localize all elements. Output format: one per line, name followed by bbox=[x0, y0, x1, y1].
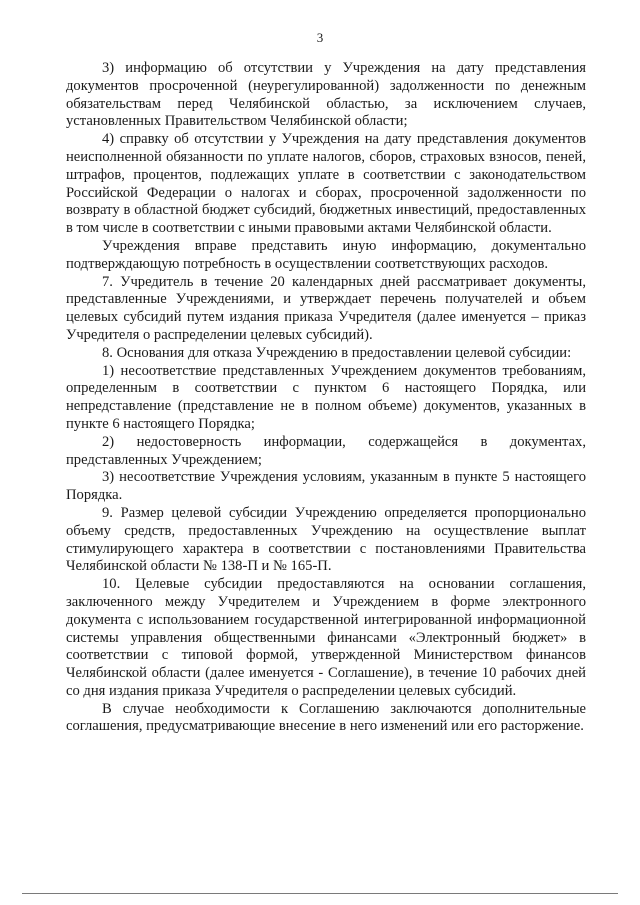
paragraph-refusal-ground-2: 2) недостоверность информации, содержащейся в документах, представленных Учреждением; bbox=[66, 433, 586, 468]
paragraph-additional-agreements: В случае необходимости к Соглашению заключаются дополнительные соглашения, предусматривающие внесение в него изменений или его расторжение. bbox=[66, 700, 586, 735]
page-number: 3 bbox=[316, 30, 324, 45]
bottom-divider bbox=[22, 893, 618, 894]
paragraph-additional-information: Учреждения вправе представить иную информацию, документально подтверждающую потребность в осуществлении соответствующих расходов. bbox=[66, 237, 586, 272]
document-body bbox=[66, 60, 586, 736]
paragraph-refusal-ground-3: 3) несоответствие Учреждения условиям, указанным в пункте 5 настоящего Порядка. bbox=[66, 469, 586, 504]
paragraph-item-3-information-no-debt: 3) информацию об отсутствии у Учреждения на дату представления документов просроченной (неурегулированной) задолженности по денежным обязательствам перед Челябинской областью, за исключением случаев, установленных Правительством Челябинской области; bbox=[66, 60, 586, 130]
paragraph-section-8-heading: 8. Основания для отказа Учреждению в предоставлении целевой субсидии: bbox=[102, 344, 572, 361]
paragraph-item-4-tax-certificate: 4) справку об отсутствии у Учреждения на дату представления документов неисполненной обязанности по уплате налогов, сборов, страховых взносов, пеней, штрафов, процентов, подлежащих уплате в соответствии с законодательством Российской Федерации о налогах и сборах, просроченной задолженности по возврату в областной бюджет субсидий, бюджетных инвестиций, предоставленных в том числе в соответствии с иными правовыми актами Челябинской области. bbox=[66, 131, 586, 237]
paragraph-section-7: 7. Учредитель в течение 20 календарных дней рассматривает документы, представленные Учреждениями, и утверждает перечень получателей и объем целевых субсидий путем издания приказа Учредителя (далее именуется – приказ Учредителя о распределении целевых субсидий). bbox=[66, 273, 586, 343]
paragraph-refusal-ground-1: 1) несоответствие представленных Учреждением документов требованиям, определенным в соответствии с пунктом 6 настоящего Порядка, или непредставление (представление не в полном объеме) документов, указанных в пункте 6 настоящего Порядка; bbox=[66, 362, 586, 432]
paragraph-section-9: 9. Размер целевой субсидии Учреждению определяется пропорционально объему средств, предоставленных Учреждению на осуществление выплат стимулирующего характера в соответствии с постановлениями Правительства Челябинской области № 138-П и № 165-П. bbox=[66, 504, 586, 575]
paragraph-section-10: 10. Целевые субсидии предоставляются на основании соглашения, заключенного между Учредителем и Учреждением в форме электронного документа с использованием государственной интегрированной информационной системы управления общественными финансами «Электронный бюджет» в соответствии с типовой формой, утвержденной Министерством финансов Челябинской области (далее именуется - Соглашение), в течение 10 рабочих дней со дня издания приказа Учредителя о распределении целевых субсидий. bbox=[66, 576, 586, 699]
